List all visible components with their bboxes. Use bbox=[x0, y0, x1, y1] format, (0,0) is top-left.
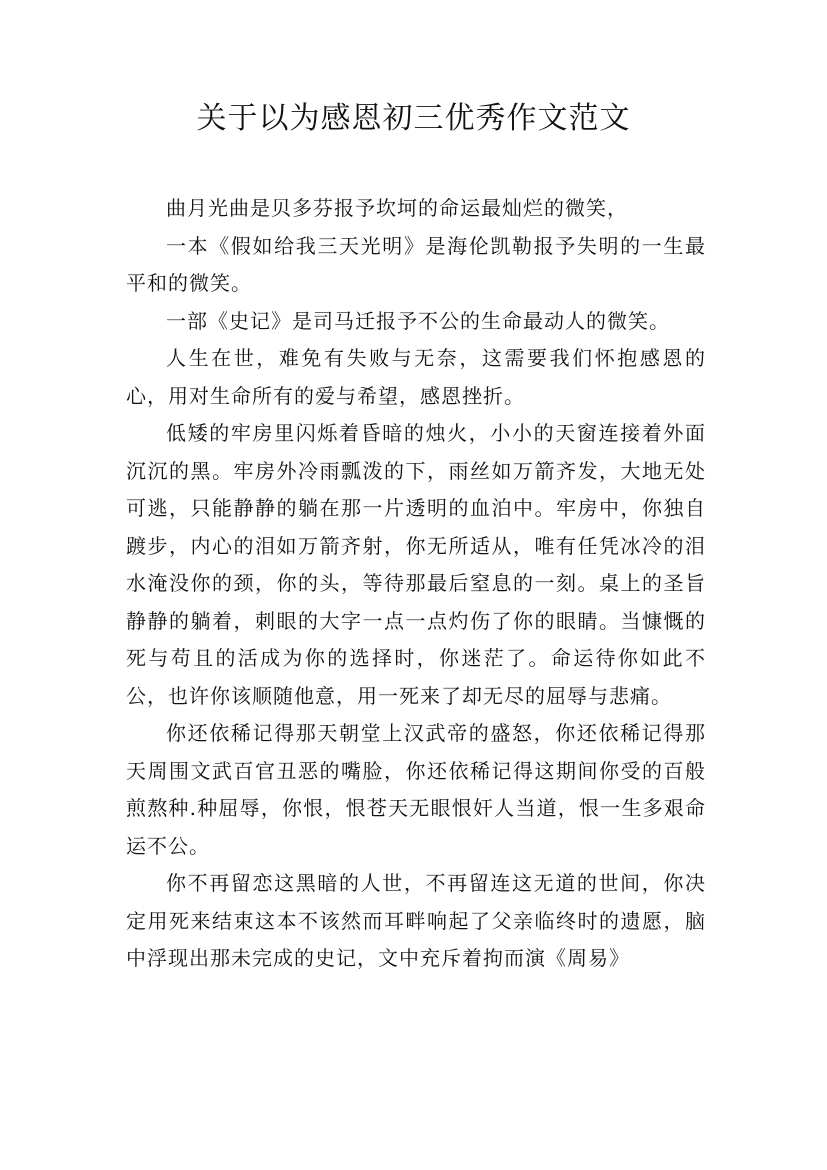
document-body bbox=[126, 190, 706, 1050]
document-title: 关于以为感恩初三优秀作文范文 bbox=[196, 101, 631, 136]
paragraph-5: 低矮的牢房里闪烁着昏暗的烛火，小小的天窗连接着外面沉沉的黑。牢房外冷雨瓢泼的下，雨丝如万箭齐发，大地无处可逃，只能静静的躺在那一片透明的血泊中。牢房中，你独自踱步，内心的泪如万箭齐射，你无所适从，唯有任凭冰冷的泪水淹没你的颈，你的头，等待那最后窒息的一刻。桌上的圣旨静静的躺着，刺眼的大字一点一点灼伤了你的眼睛。当慷慨的死与苟且的活成为你的选择时，你迷茫了。命运待你如此不公，也许你该顺随他意，用一死来了却无尽的屈辱与悲痛。 bbox=[126, 421, 706, 708]
paragraph-7: 你不再留恋这黑暗的人世，不再留连这无道的世间，你决定用死来结束这本不该然而耳畔响起了父亲临终时的遗愿，脑中浮现出那未完成的史记，文中充斥着拘而演《周易》 bbox=[126, 871, 706, 970]
paragraph-6: 你还依稀记得那天朝堂上汉武帝的盛怒，你还依稀记得那天周围文武百官丑恶的嘴脸，你还依稀记得这期间你受的百般煎熬种.种屈辱，你恨，恨苍天无眼恨奸人当道，恨一生多艰命运不公。 bbox=[126, 721, 706, 858]
paragraph-3: 一部《史记》是司马迁报予不公的生命最动人的微笑。 bbox=[166, 308, 670, 333]
paragraph-1: 曲月光曲是贝多芬报予坎坷的命运最灿烂的微笑， bbox=[166, 196, 628, 220]
paragraph-2: 一本《假如给我三天光明》是海伦凯勒报予失明的一生最平和的微笑。 bbox=[126, 233, 706, 295]
paragraph-4: 人生在世，难免有失败与无奈，这需要我们怀抱感恩的心，用对生命所有的爱与希望，感恩挫折。 bbox=[126, 346, 706, 408]
